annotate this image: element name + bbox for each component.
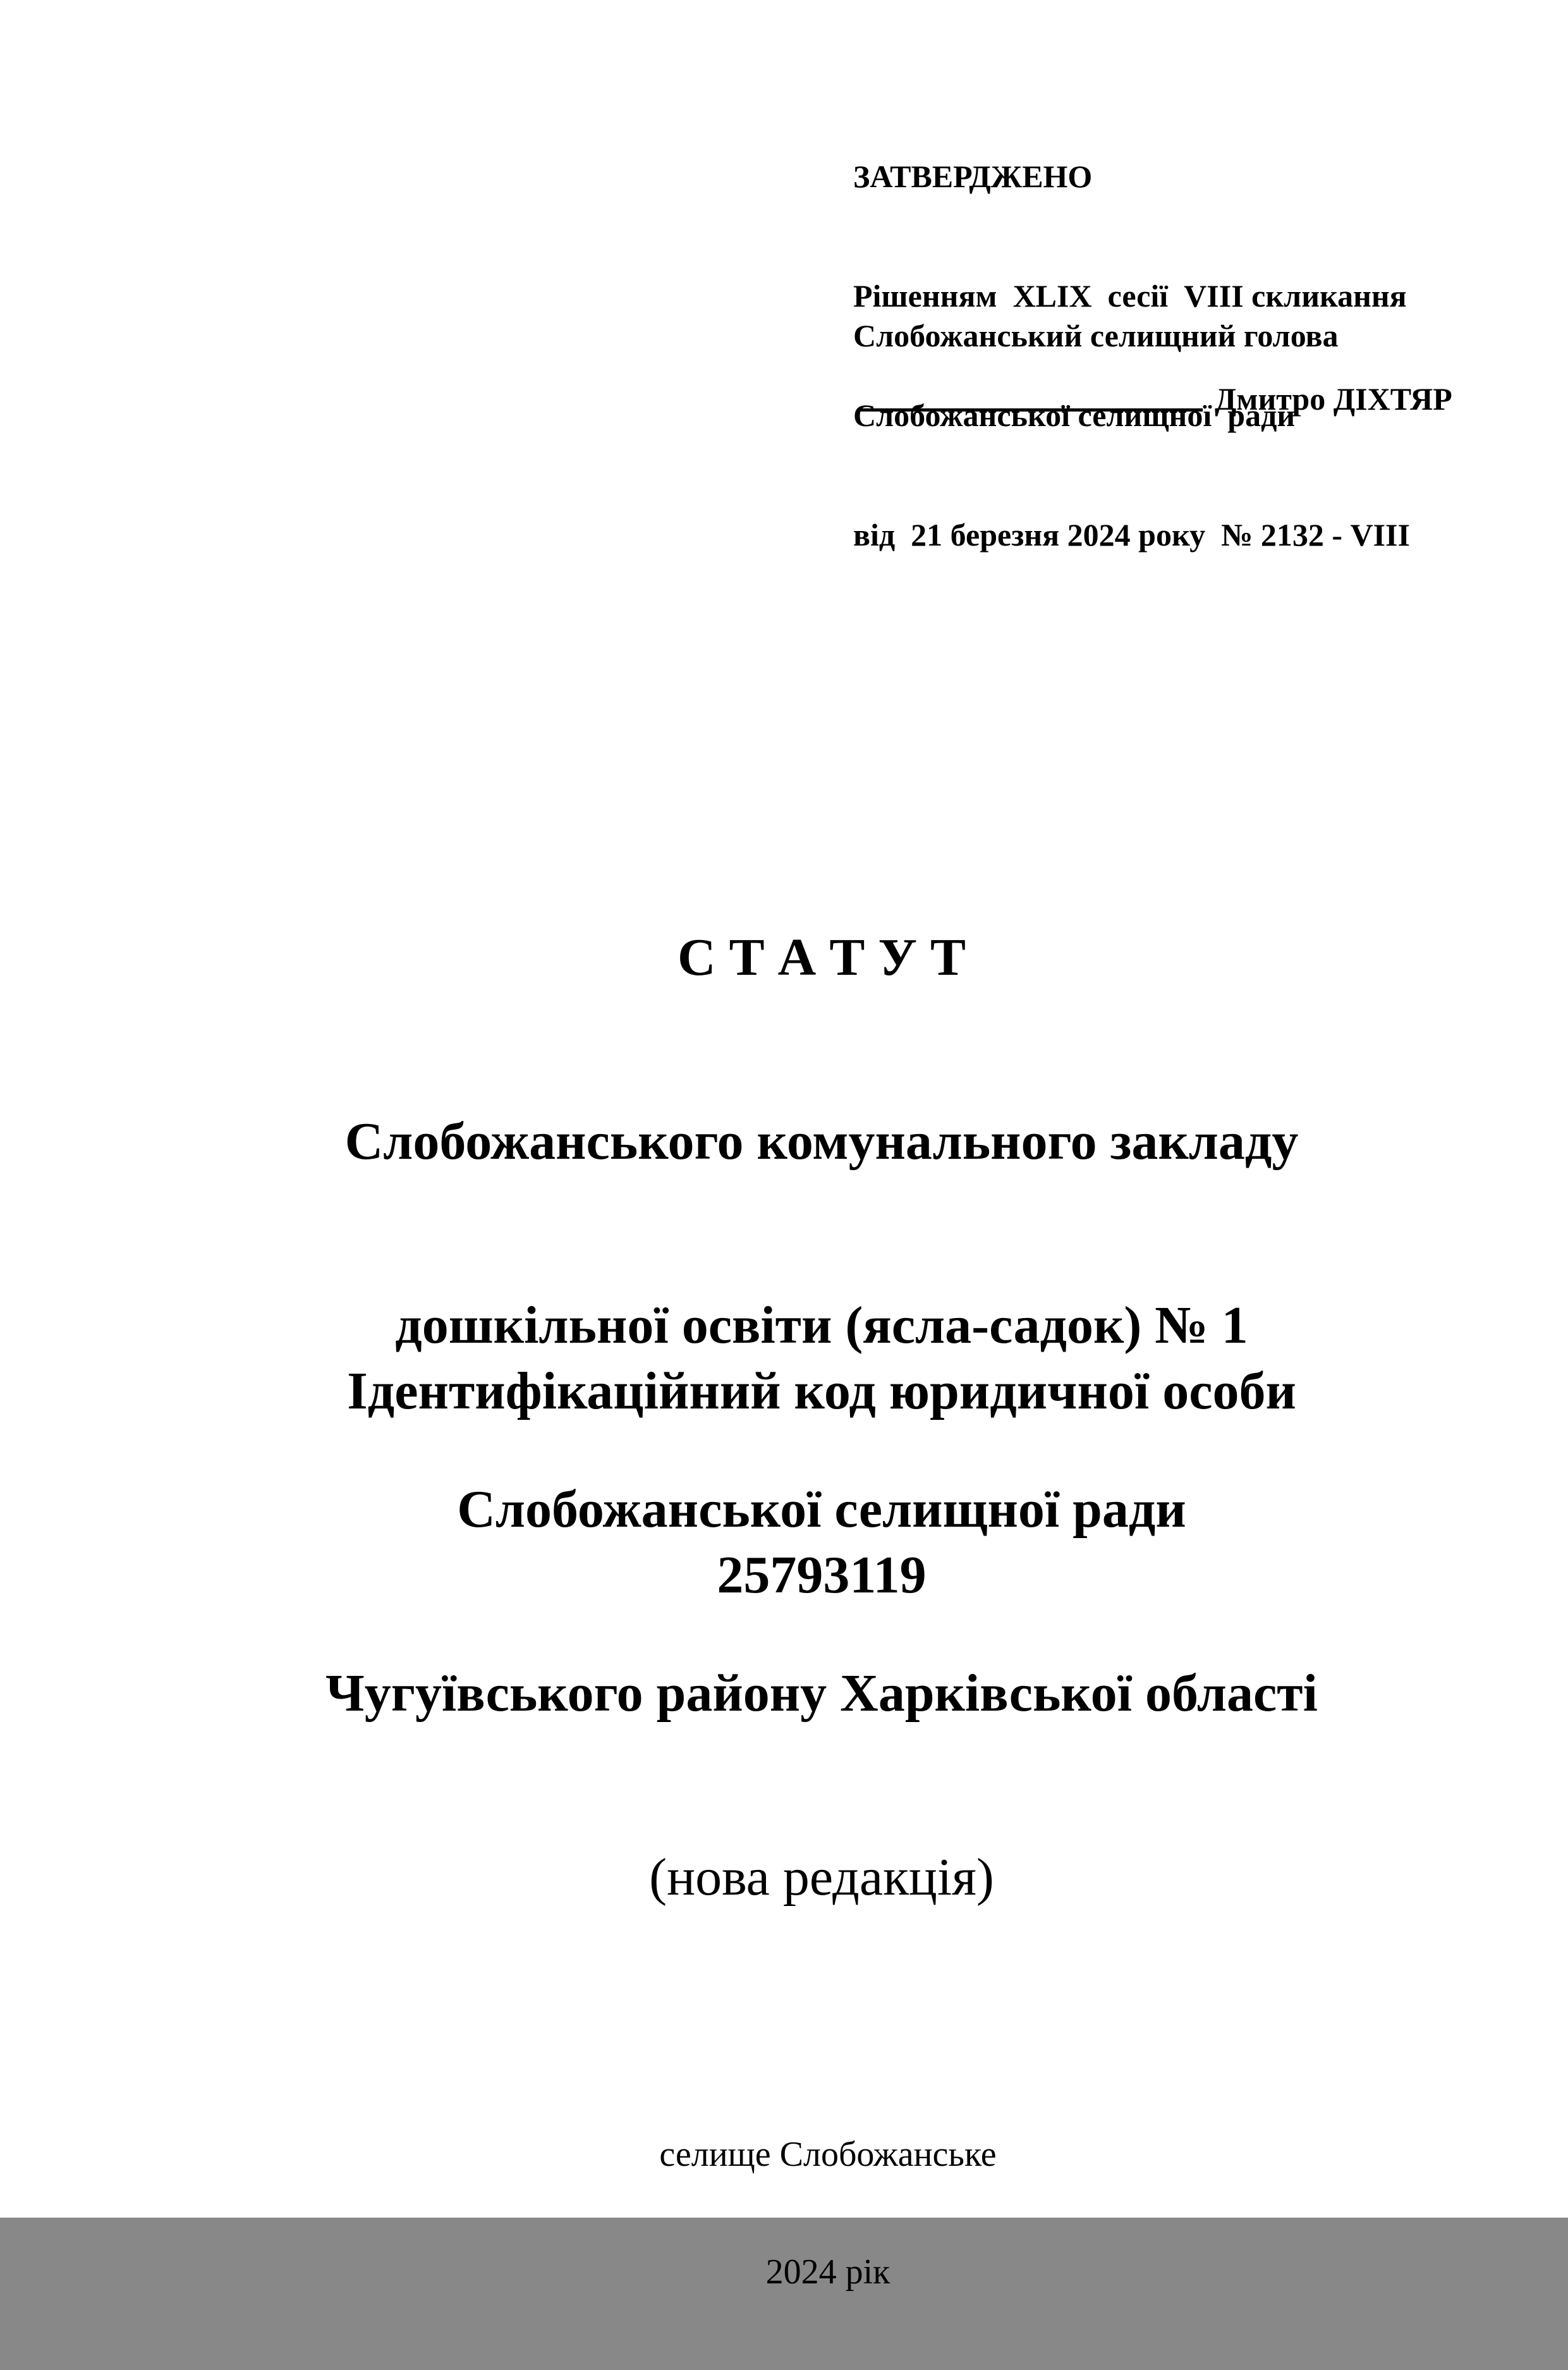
approval-decision-line: Рішенням XLIX сесії VIII скликання	[853, 278, 1407, 314]
signature-line	[858, 378, 1203, 412]
footer-year: 2024 рік	[765, 2252, 890, 2292]
edition-note: (нова редакція)	[649, 1848, 994, 1907]
approval-heading: ЗАТВЕРДЖЕНО	[853, 159, 1093, 194]
approval-date-number-line: від 21 березня 2024 року № 2132 - VIII	[853, 517, 1410, 553]
signatory-name: Дмитро ДІХТЯР	[1215, 381, 1452, 417]
approval-block	[853, 77, 1485, 635]
signatory-position-title: Слобожанський селищний голова	[853, 318, 1339, 353]
title-line-region: Чугуївського району Харківської області	[325, 1664, 1318, 1723]
footer-block	[88, 2056, 1568, 2370]
document-title: С Т А Т У Т	[677, 928, 966, 987]
title-line-institution: дошкільної освіти (ясла-садок) № 1	[395, 1296, 1248, 1355]
footer-place: селище Слобожанське	[659, 2135, 997, 2174]
legal-code-value: 25793119	[717, 1546, 927, 1604]
title-line-council: Слобожанської селищної ради	[457, 1480, 1186, 1539]
approval-council-line: Слобожанської селищної ради	[853, 398, 1296, 433]
title-line-organization: Слобожанського комунального закладу	[344, 1112, 1299, 1171]
legal-code-label: Ідентифікаційний код юридичної особи	[347, 1362, 1296, 1420]
legal-code-block	[75, 1238, 1568, 1728]
